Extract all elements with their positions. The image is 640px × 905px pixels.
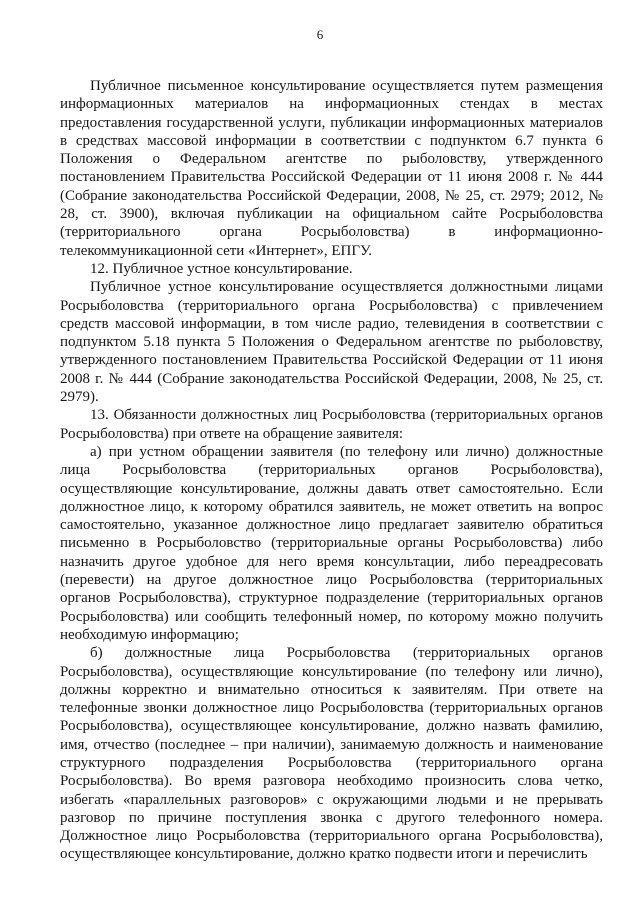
paragraph-subitem-a: а) при устном обращении заявителя (по телефону или лично) должностные лица Росрыболовства (территориальных органов Росрыболовства), осуществляющие консультирование, должны давать ответ самостоятельно. Если должностное лицо, к которому обратился заявитель, не может ответить на вопрос самостоятельно, указанное должностное лицо предлагает заявителю обратиться письменно в Росрыболовство (территориальные органы Росрыболовства) либо назначить другое удобное для него время консультации, либо переадресовать (перевести) на другое должностное лицо Росрыболовства (территориальных органов Росрыболовства), структурное подразделение (территориальных органов Росрыболовства) или сообщить телефонный номер, по которому можно получить необходимую информацию; xyxy=(60,443,603,643)
paragraph-item-13-heading: 13. Обязанности должностных лиц Росрыболовства (территориальных органов Росрыболовства) при ответе на обращение заявителя: xyxy=(60,407,603,442)
paragraph-public-oral-consulting: Публичное устное консультирование осуществляется должностными лицами Росрыболовства (территориального органа Росрыболовства) с привлечением средств массовой информации, в том числе радио, телевидения в соответствии с подпунктом 5.18 пункта 5 Положения о Федеральном агентстве по рыболовству, утвержденного постановлением Правительства Российской Федерации от 11 июня 2008 г. № 444 (Собрание законодательства Российской Федерации, 2008, № 25, ст. 2979). xyxy=(60,279,603,406)
body-text xyxy=(60,77,603,864)
page-number: 6 xyxy=(316,27,324,42)
paragraph-public-written-consulting: Публичное письменное консультирование осуществляется путем размещения информационных материалов на информационных стендах в местах предоставления государственной услуги, публикации информационных материалов в средствах массовой информации в соответствии с подпунктом 6.7 пункта 6 Положения о Федеральном агентстве по рыболовству, утвержденного постановлением Правительства Российской Федерации от 11 июня 2008 г. № 444 (Собрание законодательства Российской Федерации, 2008, № 25, ст. 2979; 2012, № 28, ст. 3900), включая публикации на официальном сайте Росрыболовства (территориального органа Росрыболовства) в информационно-телекоммуникационной сети «Интернет», ЕПГУ. xyxy=(60,78,603,259)
paragraph-subitem-b: б) должностные лица Росрыболовства (территориальных органов Росрыболовства), осуществляющие консультирование (по телефону или лично), должны корректно и внимательно относиться к заявителям. При ответе на телефонные звонки должностное лицо Росрыболовства (территориальных органов Росрыболовства), осуществляющее консультирование, должно назвать фамилию, имя, отчество (последнее – при наличии), занимаемую должность и наименование структурного подразделения Росрыболовства (территориального органа Росрыболовства). Во время разговора необходимо произносить слова четко, избегать «параллельных разговоров» с окружающими людьми и не прерывать разговор по причине поступления звонка с другого телефонного номера. Должностное лицо Росрыболовства (территориального органа Росрыболовства), осуществляющее консультирование, должно кратко подвести итоги и перечислить xyxy=(60,645,603,863)
paragraph-item-12-heading: 12. Публичное устное консультирование. xyxy=(90,260,353,277)
